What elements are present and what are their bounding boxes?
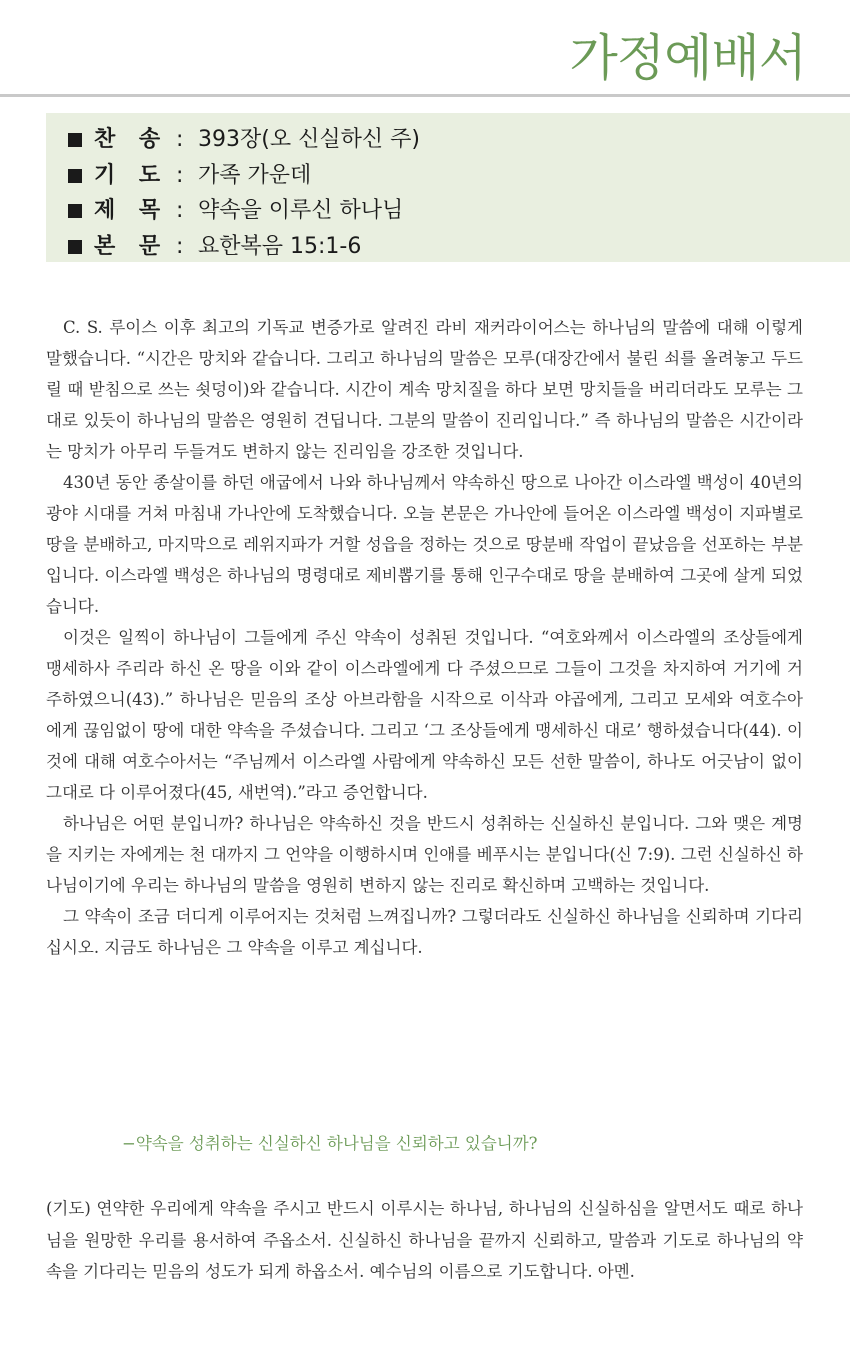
body-paragraph: 이것은 일찍이 하나님이 그들에게 주신 약속이 성취된 것입니다. “여호와께서 이스라엘의 조상들에게 맹세하사 주리라 하신 온 땅을 이와 같이 이스라엘에게 다 주셨으므로 그들이 그것을 차지하여 거기에 거주하였으니(43).” 하나님은 믿음의 조상 아브라함을 시작으로 이삭과 야곱에게, 그리고 모세와 여호수아에게 끊임없이 땅에 대한 약속을 주셨습니다. 그리고 ‘그 조상들에게 맹세하신 대로’ 행하셨습니다(44). 이것에 대해 여호수아서는 “주님께서 이스라엘 사람에게 약속하신 모든 선한 말씀이, 하나도 어긋남이 없이 그대로 다 이루어졌다(45, 새번역).”라고 증언합니다. (46, 628, 803, 802)
body-paragraph: C. S. 루이스 이후 최고의 기독교 변증가로 알려진 라비 재커라이어스는 하나님의 말씀에 대해 이렇게 말했습니다. “시간은 망치와 같습니다. 그리고 하나님의 말씀은 모루(대장간에서 불린 쇠를 올려놓고 두드릴 때 받침으로 쓰는 쇳덩이)와 같습니다. 시간이 계속 망치질을 하다 보면 망치들을 버리더라도 모루는 그대로 있듯이 하나님의 말씀은 영원히 견딥니다. 그분의 말씀이 진리입니다.” 즉 하나님의 말씀은 시간이라는 망치가 아무리 두들겨도 변하지 않는 진리임을 강조한 것입니다. (46, 318, 803, 461)
info-value: 가족 가운데 (198, 162, 312, 188)
body-paragraph: 430년 동안 종살이를 하던 애굽에서 나와 하나님께서 약속하신 땅으로 나아간 이스라엘 백성이 40년의 광야 시대를 거쳐 마침내 가나안에 도착했습니다. 오늘 본문은 가나안에 들어온 이스라엘 백성이 지파별로 땅을 분배하고, 마지막으로 레위지파가 거할 성읍을 정하는 것으로 땅분배 작업이 끝났음을 선포하는 부분입니다. 이스라엘 백성은 하나님의 명령대로 제비뽑기를 통해 인구수대로 땅을 분배하여 그곳에 살게 되었습니다. (46, 473, 803, 616)
info-item-hymn (68, 122, 850, 158)
info-label: 본 문 (94, 233, 169, 259)
info-label: 기 도 (94, 162, 169, 188)
square-bullet-icon (68, 204, 82, 218)
info-value: 요한복음 15:1-6 (198, 233, 362, 259)
info-label: 제 목 (94, 198, 169, 223)
body-paragraph: 하나님은 어떤 분입니까? 하나님은 약속하신 것을 반드시 성취하는 신실하신 분입니다. 그와 맺은 계명을 지키는 자에게는 천 대까지 그 언약을 이행하시며 인애를 베푸시는 분입니다(신 7:9). 그런 신실하신 하나님이기에 우리는 하나님의 말씀을 영원히 변하지 않는 진리로 확신하며 고백하는 것입니다. (46, 814, 803, 895)
square-bullet-icon (68, 240, 82, 254)
info-value: 393장(오 신실하신 주) (198, 127, 420, 152)
square-bullet-icon (68, 169, 82, 183)
square-bullet-icon (68, 133, 82, 147)
info-colon: : (176, 127, 184, 152)
info-label: 찬 송 (94, 127, 169, 152)
info-colon: : (176, 162, 184, 188)
info-colon: : (176, 198, 184, 223)
info-colon: : (176, 233, 184, 259)
info-item-prayer (68, 158, 850, 194)
info-item-scripture (68, 229, 850, 265)
header-divider (0, 94, 850, 97)
worship-info-box (46, 113, 850, 262)
masthead (0, 0, 850, 110)
worship-info-list (46, 113, 850, 264)
sermon-body (46, 312, 803, 963)
page-title: 가정예배서 (569, 29, 806, 87)
info-item-subject (68, 193, 850, 229)
reflection-question: −약속을 성취하는 신실하신 하나님을 신뢰하고 있습니까? (122, 1134, 538, 1153)
info-value: 약속을 이루신 하나님 (198, 198, 404, 223)
body-paragraph: 그 약속이 조금 더디게 이루어지는 것처럼 느껴집니까? 그렇더라도 신실하신 하나님을 신뢰하며 기다리십시오. 지금도 하나님은 그 약속을 이루고 계십니다. (46, 907, 803, 957)
closing-prayer: (기도) 연약한 우리에게 약속을 주시고 반드시 이루시는 하나님, 하나님의 신실하심을 알면서도 때로 하나님을 원망한 우리를 용서하여 주옵소서. 신실하신 하나님을 끝까지 신뢰하고, 말씀과 기도로 하나님의 약속을 기다리는 믿음의 성도가 되게 하옵소서. 예수님의 이름으로 기도합니다. 아멘. (46, 1199, 803, 1281)
